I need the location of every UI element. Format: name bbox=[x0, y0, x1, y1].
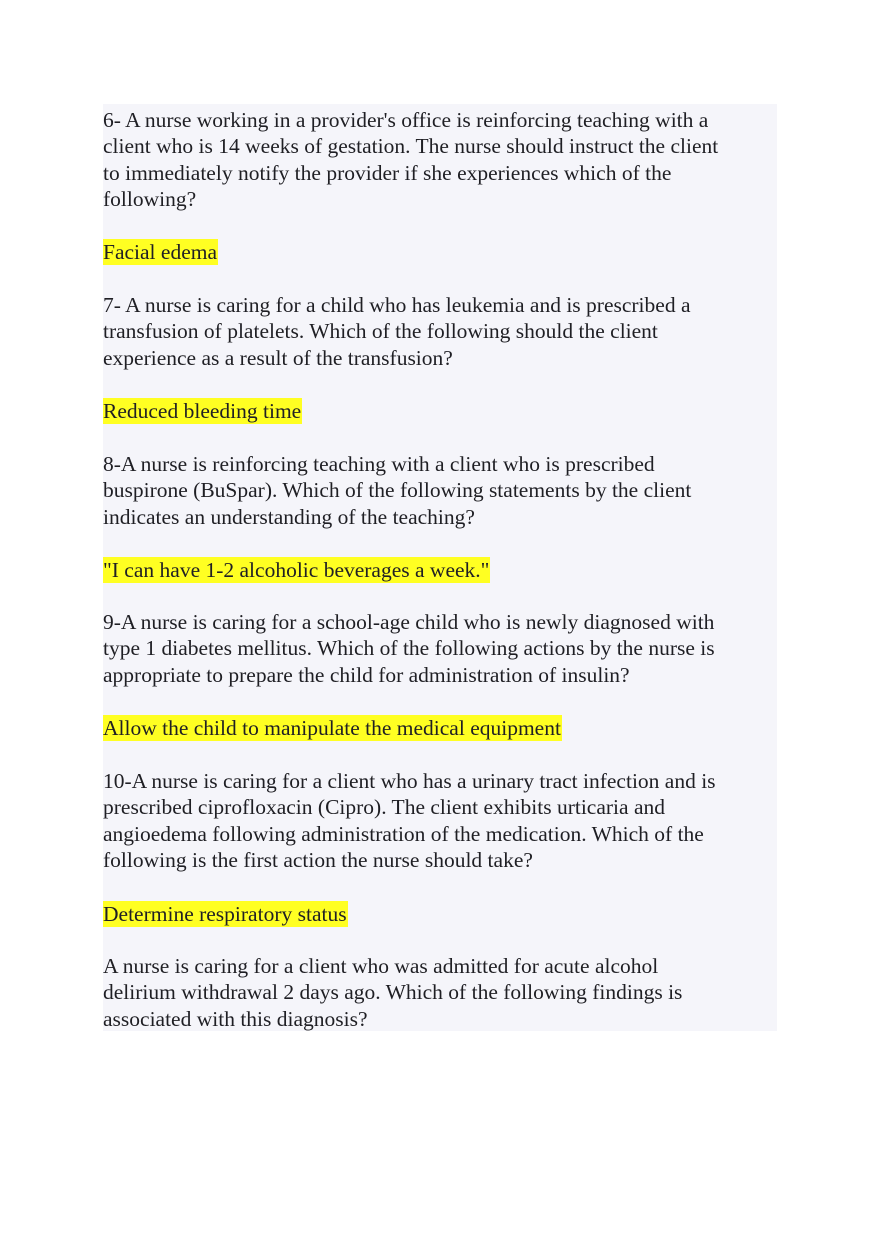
question-line: transfusion of platelets. Which of the following should the client bbox=[103, 319, 658, 344]
answer-6-highlight: Facial edema bbox=[103, 240, 218, 264]
question-line: experience as a result of the transfusion? bbox=[103, 345, 453, 370]
question-line: indicates an understanding of the teaching? bbox=[103, 504, 475, 529]
question-line: prescribed ciprofloxacin (Cipro). The client exhibits urticaria and bbox=[103, 795, 665, 820]
question-9 bbox=[103, 609, 715, 688]
question-6 bbox=[103, 107, 718, 212]
question-line: 10-A nurse is caring for a client who has a urinary tract infection and is bbox=[103, 769, 716, 793]
question-line: appropriate to prepare the child for administration of insulin? bbox=[103, 662, 630, 687]
answer-7-highlight: Reduced bleeding time bbox=[103, 399, 302, 423]
document-content bbox=[103, 104, 777, 1031]
question-line: buspirone (BuSpar). Which of the following statements by the client bbox=[103, 478, 692, 503]
question-line: 6- A nurse working in a provider's office is reinforcing teaching with a bbox=[103, 108, 709, 132]
question-line: associated with this diagnosis? bbox=[103, 1006, 368, 1031]
question-8 bbox=[103, 451, 691, 530]
question-10 bbox=[103, 768, 716, 873]
answer-8-highlight: "I can have 1-2 alcoholic beverages a week." bbox=[103, 558, 490, 582]
question-line: 7- A nurse is caring for a child who has leukemia and is prescribed a bbox=[103, 293, 691, 317]
question-line: following is the first action the nurse should take? bbox=[103, 847, 533, 872]
question-line: to immediately notify the provider if she experiences which of the bbox=[103, 160, 672, 185]
question-line: delirium withdrawal 2 days ago. Which of the following findings is bbox=[103, 980, 683, 1005]
question-line: angioedema following administration of the medication. Which of the bbox=[103, 821, 704, 846]
question-line: 9-A nurse is caring for a school-age child who is newly diagnosed with bbox=[103, 610, 715, 634]
question-line: client who is 14 weeks of gestation. The nurse should instruct the client bbox=[103, 134, 719, 159]
question-7 bbox=[103, 292, 691, 371]
question-11 bbox=[103, 953, 682, 1032]
question-line: 8-A nurse is reinforcing teaching with a client who is prescribed bbox=[103, 452, 655, 476]
question-line: type 1 diabetes mellitus. Which of the following actions by the nurse is bbox=[103, 636, 715, 661]
question-line: following? bbox=[103, 186, 197, 211]
question-line: A nurse is caring for a client who was admitted for acute alcohol bbox=[103, 954, 659, 978]
answer-9-highlight: Allow the child to manipulate the medical equipment bbox=[103, 716, 561, 740]
answer-10-highlight: Determine respiratory status bbox=[103, 902, 347, 926]
